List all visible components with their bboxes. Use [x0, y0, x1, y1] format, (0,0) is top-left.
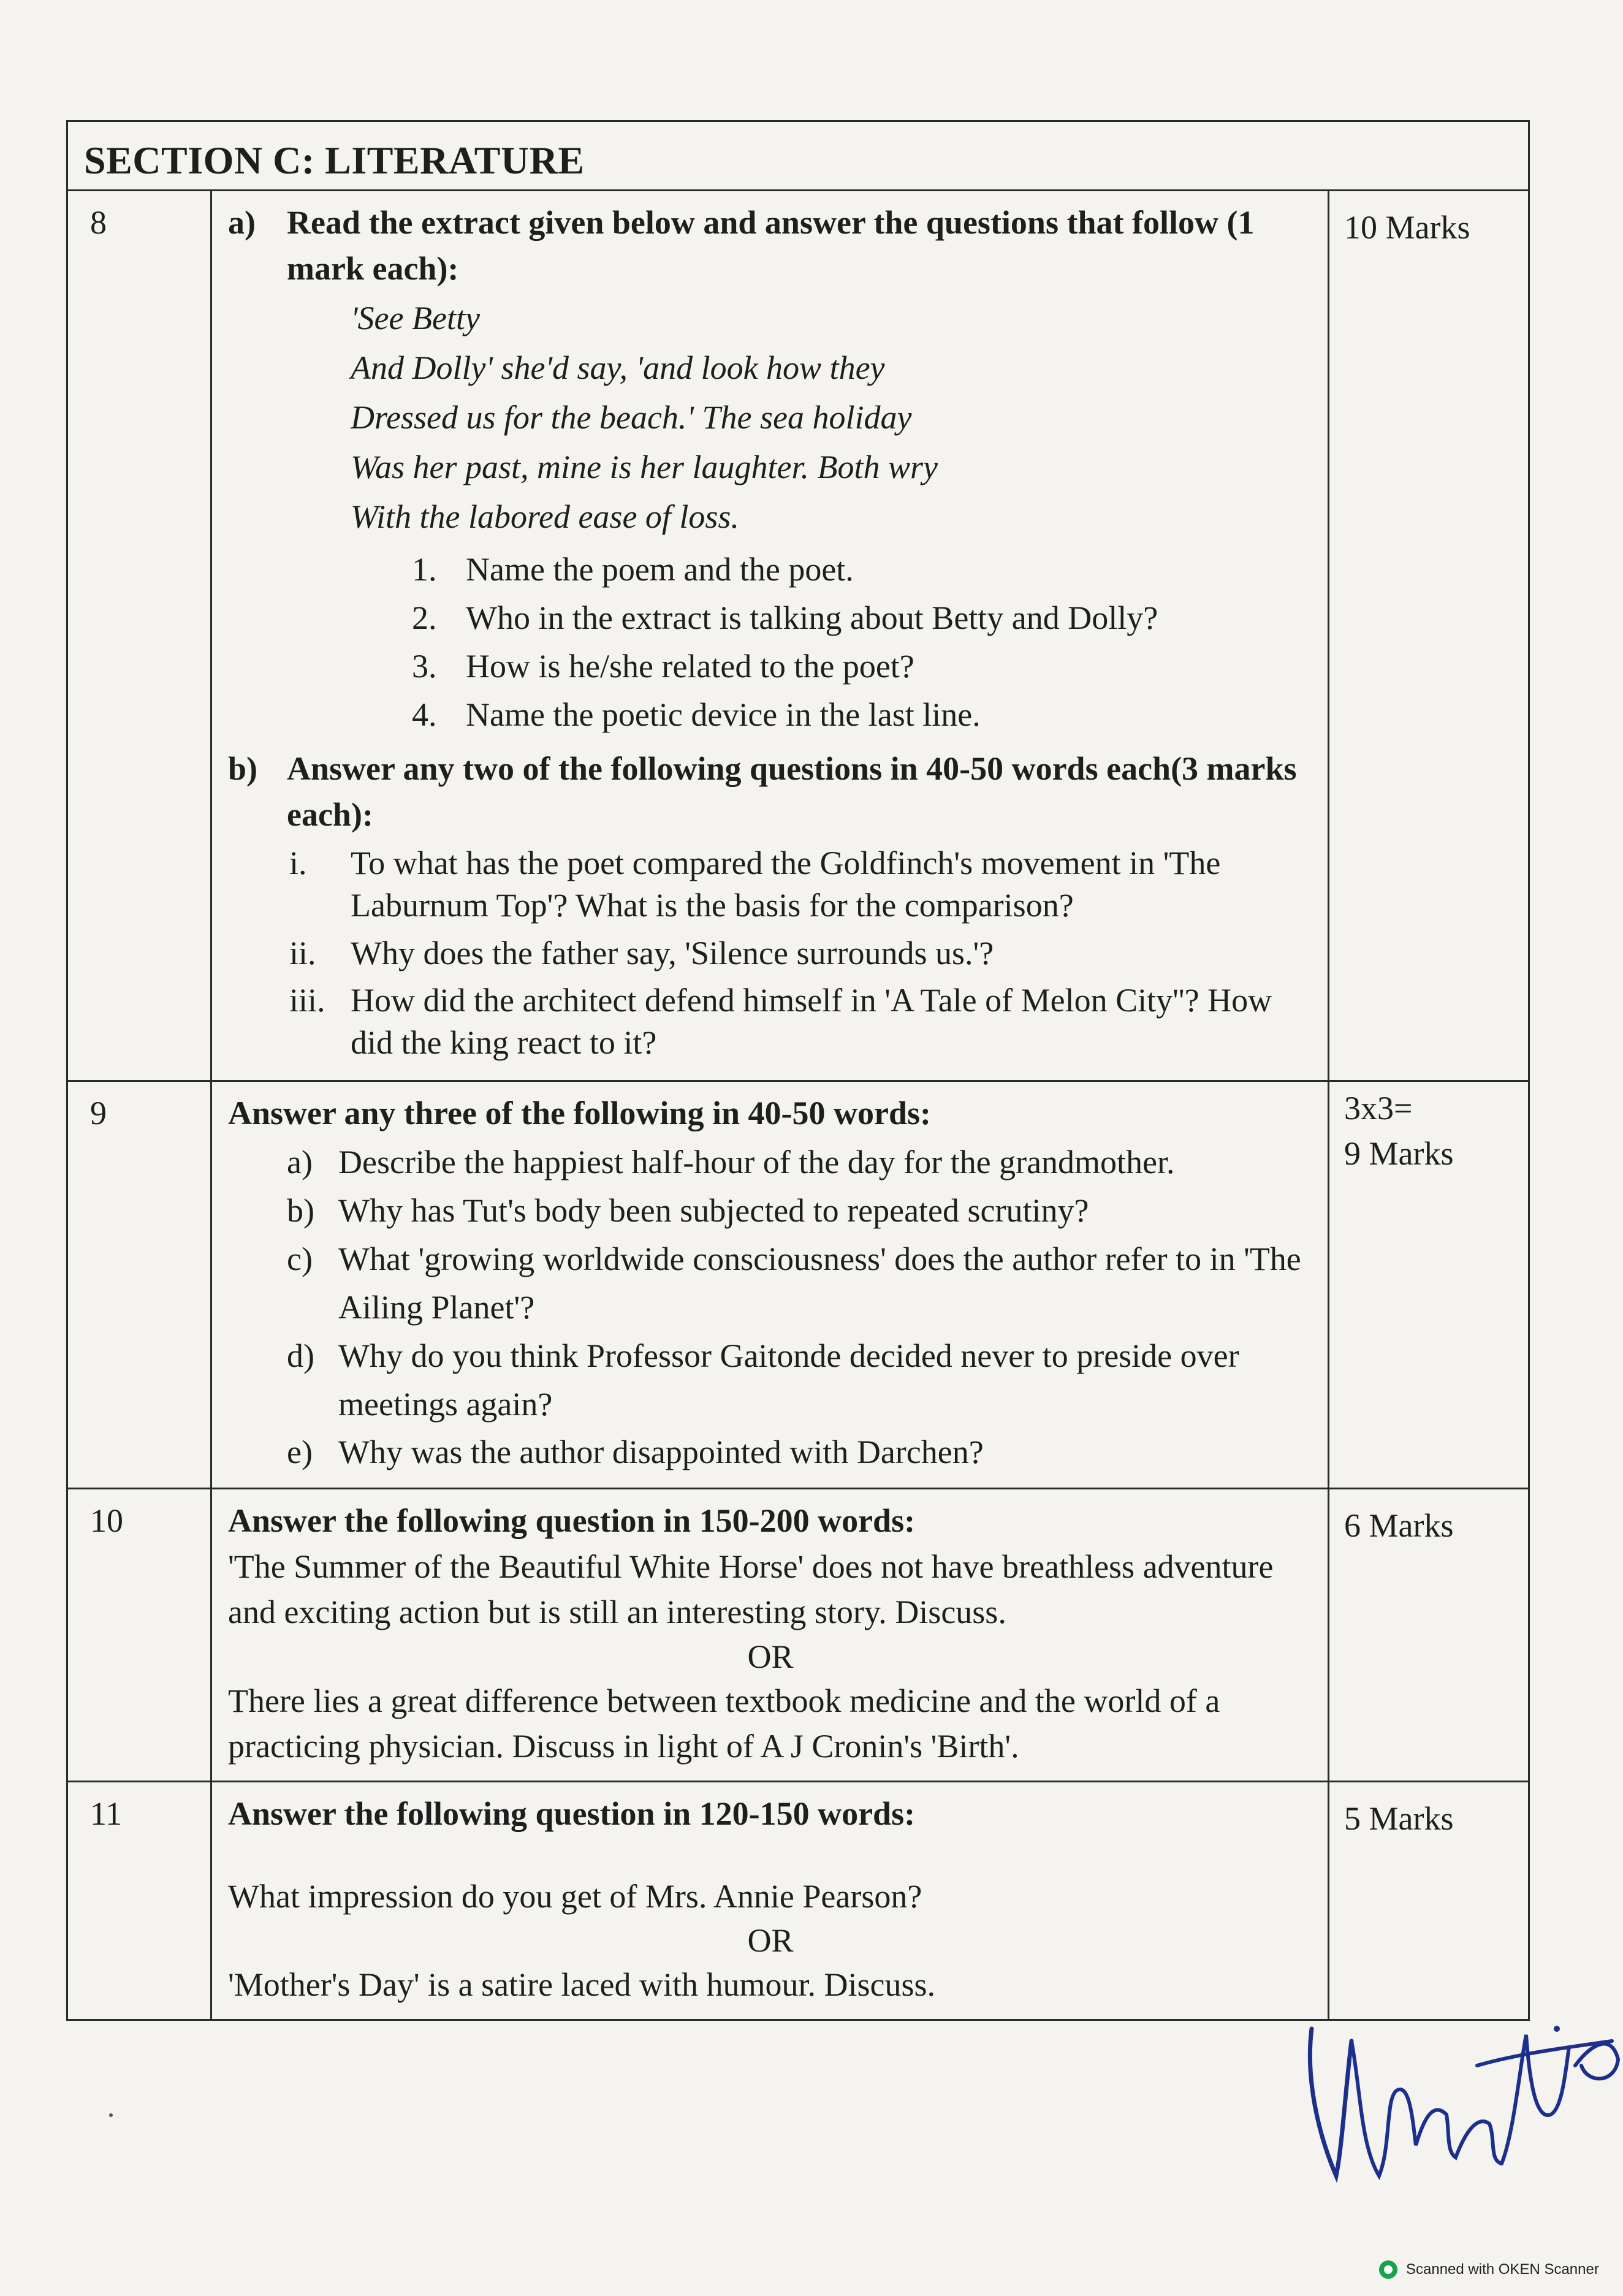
list-item	[228, 1428, 1313, 1477]
option-two: 'Mother's Day' is a satire laced with humour. Discuss.	[228, 1966, 935, 2004]
list-item	[228, 979, 1313, 1064]
scan-speck	[109, 2113, 113, 2117]
list-item	[228, 1187, 1313, 1235]
question-items	[228, 1138, 1313, 1477]
part-b-prompt: Answer any two of the following questions in 40-50 words each(3 marks each):	[287, 750, 1297, 833]
item-text: Describe the happiest half-hour of the day for the grandmother.	[338, 1144, 1175, 1181]
extract-line: With the labored ease of loss.	[351, 498, 739, 536]
list-item	[228, 932, 1313, 975]
item-text: Name the poem and the poet.	[466, 551, 854, 588]
list-item	[228, 1332, 1313, 1429]
part-b-items	[228, 842, 1313, 1064]
scanner-text: Scanned with OKEN Scanner	[1406, 2261, 1599, 2278]
marks-cell: 5 Marks	[1329, 1782, 1529, 2019]
or-label: OR	[747, 1922, 794, 1960]
scanner-watermark	[1379, 2260, 1599, 2279]
item-number: a)	[287, 1144, 313, 1181]
part-b-tag: b)	[228, 750, 258, 788]
item-number: d)	[287, 1337, 314, 1374]
question-number: 8	[68, 191, 211, 1081]
question-body	[211, 191, 1329, 1081]
question-prompt: Answer any three of the following in 40-50 words:	[228, 1094, 931, 1131]
item-text: Why do you think Professor Gaitonde decided never to preside over meetings again?	[338, 1337, 1239, 1423]
marks-cell: 6 Marks	[1329, 1489, 1529, 1782]
list-item	[228, 1138, 1313, 1187]
question-number: 9	[68, 1081, 211, 1488]
item-number: ii.	[289, 934, 316, 971]
question-row-8	[68, 191, 1528, 1081]
item-text: Why was the author disappointed with Darchen?	[338, 1434, 984, 1471]
question-prompt: Answer the following question in 120-150 words:	[228, 1795, 916, 1832]
item-number: 3.	[412, 647, 437, 685]
item-number: c)	[287, 1241, 313, 1278]
item-number: 2.	[412, 599, 437, 636]
marks-cell: 10 Marks	[1329, 191, 1529, 1081]
questions-table	[68, 191, 1528, 2019]
question-body	[211, 1081, 1329, 1488]
option-one: 'The Summer of the Beautiful White Horse' does not have breathless adventure and exciting action but is still an interesting story. Discuss.	[228, 1548, 1274, 1631]
item-number: 1.	[412, 551, 437, 588]
part-a-items	[228, 545, 1313, 739]
item-text: To what has the poet compared the Goldfinch's movement in 'The Laburnum Top'? What is the basis for the comparison?	[351, 845, 1221, 924]
item-text: What 'growing worldwide consciousness' does the author refer to in 'The Ailing Planet'?	[338, 1241, 1301, 1326]
question-body	[211, 1489, 1329, 1782]
list-item	[228, 642, 1313, 691]
or-label: OR	[747, 1638, 794, 1675]
handwritten-signature	[1293, 1992, 1623, 2200]
item-number: 4.	[412, 696, 437, 733]
item-text: Who in the extract is talking about Betty and Dolly?	[466, 599, 1158, 636]
question-number: 10	[68, 1489, 211, 1782]
list-item	[228, 691, 1313, 739]
item-text: Why has Tut's body been subjected to repeated scrutiny?	[338, 1192, 1089, 1230]
question-row-10	[68, 1489, 1528, 1782]
option-one: What impression do you get of Mrs. Annie Pearson?	[228, 1877, 922, 1915]
list-item	[228, 842, 1313, 927]
question-row-11	[68, 1782, 1528, 2019]
part-a-tag: a)	[228, 204, 256, 241]
item-text: Why does the father say, 'Silence surrounds us.'?	[351, 934, 994, 971]
question-number: 11	[68, 1782, 211, 2019]
marks-formula: 3x3=	[1344, 1089, 1413, 1127]
spacer	[228, 1837, 1313, 1874]
poem-extract	[228, 294, 1313, 542]
item-number: e)	[287, 1434, 313, 1471]
extract-line: Was her past, mine is her laughter. Both wry	[351, 449, 938, 486]
part-b	[228, 746, 1313, 837]
question-paper-section	[66, 120, 1530, 2021]
item-text: How did the architect defend himself in 'A Tale of Melon City''? How did the king react to it?	[351, 981, 1272, 1061]
item-text: How is he/she related to the poet?	[466, 647, 914, 685]
section-title: SECTION C: LITERATURE	[68, 122, 1528, 191]
question-prompt: Answer the following question in 150-200 words:	[228, 1502, 916, 1540]
item-number: i.	[289, 845, 307, 882]
part-a	[228, 200, 1313, 291]
marks-cell	[1329, 1081, 1529, 1488]
option-two: There lies a great difference between textbook medicine and the world of a practicing physician. Discuss in light of A J Cronin's 'Birth'.	[228, 1682, 1220, 1765]
item-text: Name the poetic device in the last line.	[466, 696, 981, 733]
item-number: iii.	[289, 981, 325, 1019]
oken-scanner-logo-icon	[1379, 2260, 1397, 2279]
list-item	[228, 1235, 1313, 1332]
list-item	[228, 545, 1313, 594]
question-body	[211, 1782, 1329, 2019]
extract-line: 'See Betty	[351, 300, 480, 337]
part-a-prompt: Read the extract given below and answer the questions that follow (1 mark each):	[287, 204, 1255, 287]
extract-line: Dressed us for the beach.' The sea holiday	[351, 399, 912, 436]
marks-total: 9 Marks	[1344, 1135, 1454, 1173]
item-number: b)	[287, 1192, 314, 1230]
question-row-9	[68, 1081, 1528, 1488]
extract-line: And Dolly' she'd say, 'and look how they	[351, 349, 885, 387]
list-item	[228, 594, 1313, 642]
